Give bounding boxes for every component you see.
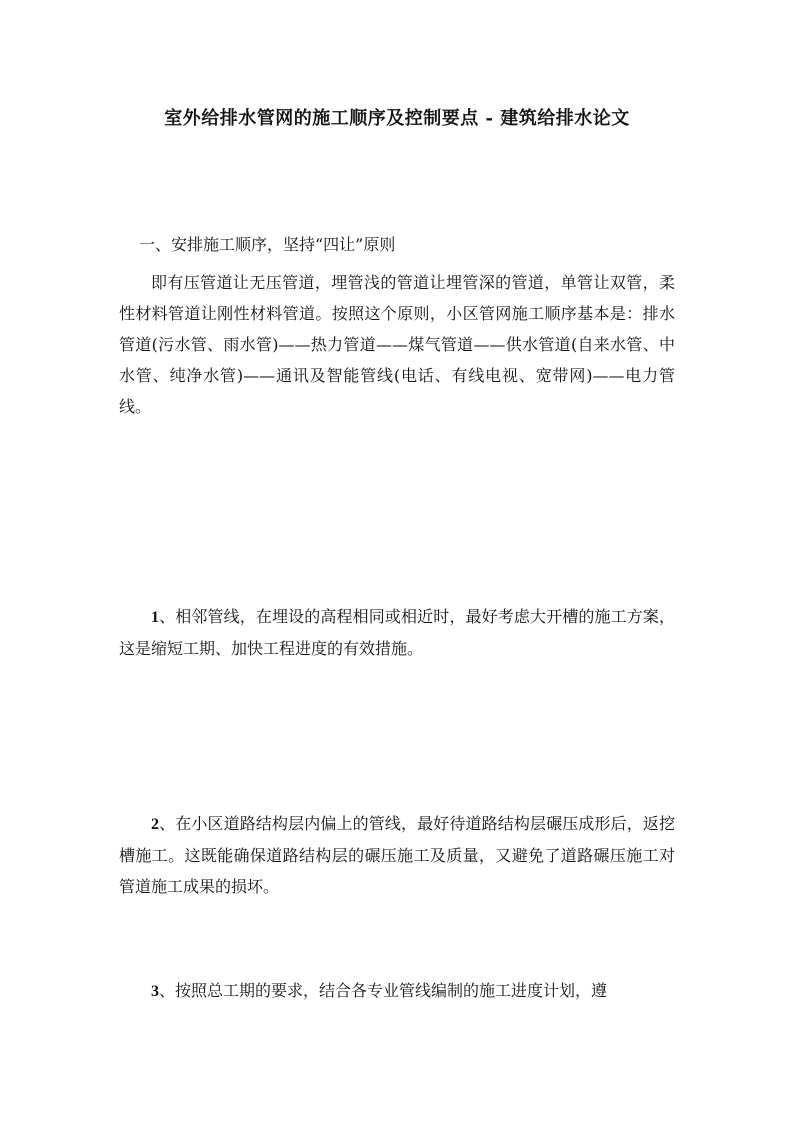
item-number: 2 xyxy=(151,816,159,833)
item-number: 1 xyxy=(151,609,159,626)
item-text: 、按照总工期的要求，结合各专业管线编制的施工进度计划，遵 xyxy=(159,981,608,1000)
item-text: 、相邻管线，在埋设的高程相同或相近时，最好考虑大开槽的施工方案，这是缩短工期、加快工程进度的有效措施。 xyxy=(119,607,675,658)
item-paragraph-1 xyxy=(119,601,675,664)
section-paragraph xyxy=(119,267,675,422)
item-text: 、在小区道路结构层内偏上的管线，最好待道路结构层碾压成形后，返挖槽施工。这既能确保道路结构层的碾压施工及质量，又避免了道路碾压施工对管道施工成果的损坏。 xyxy=(119,814,675,896)
section-body-text: 即有压管道让无压管道，埋管浅的管道让埋管深的管道，单管让双管，柔性材料管道让刚性材料管道。按照这个原则，小区管网施工顺序基本是：排水管道(污水管、雨水管)——热力管道——煤气管道——供水管道(自来水管、中水管、纯净水管)——通讯及智能管线(电话、有线电视、宽带网)——电力管线。 xyxy=(119,273,675,416)
item-number: 3 xyxy=(151,983,159,1000)
item-paragraph-2 xyxy=(119,808,675,902)
item-paragraph-3 xyxy=(119,975,675,1007)
section-heading: 一、安排施工顺序，坚持“四让”原则 xyxy=(139,235,396,254)
document-title: 室外给排水管网的施工顺序及控制要点 - 建筑给排水论文 xyxy=(164,108,630,129)
